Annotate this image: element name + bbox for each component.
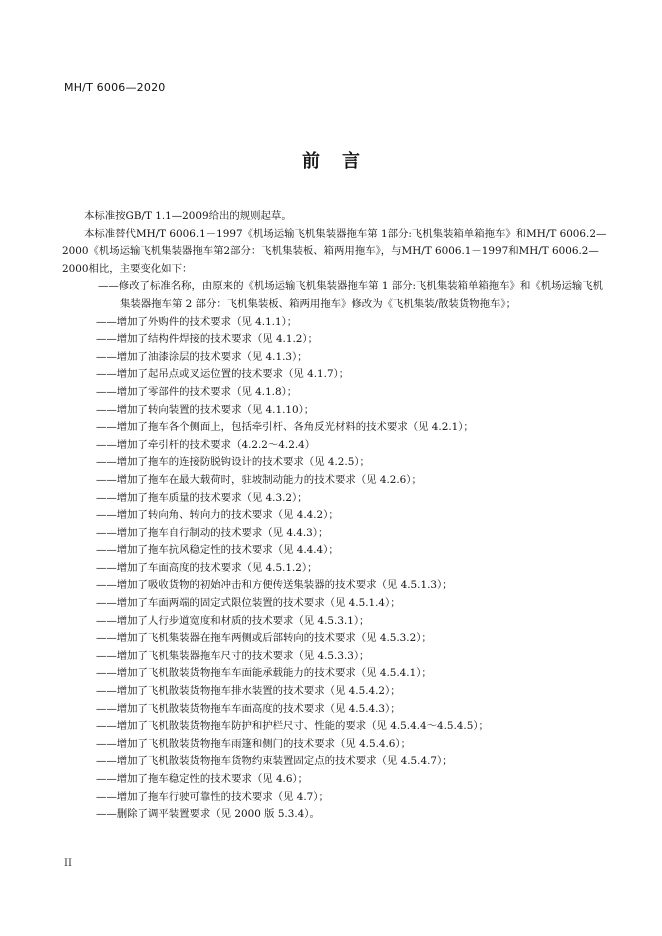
preface-body [62,208,610,824]
page-number: II [64,858,72,869]
change-list [62,314,610,824]
change-item-title: ——修改了标准名称，由原来的《机场运输飞机集装器拖车第 1 部分:飞机集装箱单箱拖车》和《机场运输飞机集装器拖车第 2 部分：飞机集装板、箱两用拖车》修改为《飞机集装/散装货物拖车》； [98,280,604,310]
change-item: ——增加了拖车稳定性的技术要求（见 4.6）； [96,773,309,785]
change-item: ——增加了外购件的技术要求（见 4.1.1）； [96,315,298,328]
change-item: ——增加了转向角、转向力的技术要求（见 4.4.2）； [96,509,339,522]
change-item: ——增加了飞机散装货物拖车车面能承载能力的技术要求（见 4.5.4.1）； [96,667,432,680]
intro-paragraph-1: 本标准按GB/T 1.1—2009给出的规则起草。 [84,210,292,222]
change-item: ——增加了零部件的技术要求（见 4.1.8）； [96,385,298,398]
change-item: ——增加了人行步道宽度和材质的技术要求（见 4.5.3.1）； [96,614,370,627]
change-item: ——增加了飞机散装货物拖车雨篷和侧门的技术要求（见 4.5.4.6）； [96,737,411,750]
change-item: ——增加了飞机集装器拖车尺寸的技术要求（见 4.5.3.3）； [96,649,370,662]
change-item: ——增加了拖车各个侧面上，包括牵引杆、各角反光材料的技术要求（见 4.2.1）； [96,421,474,434]
change-item: ——增加了转向装置的技术要求（见 4.1.10）； [96,403,315,416]
change-item: ——增加了拖车的连接防脱钩设计的技术要求（见 4.2.5）； [96,456,370,469]
change-item: ——增加了结构件焊接的技术要求（见 4.1.2）； [96,333,318,346]
change-item: ——增加了车面高度的技术要求（见 4.5.1.2）； [96,561,318,574]
change-item: ——增加了拖车质量的技术要求（见 4.3.2）； [96,491,308,504]
change-item: ——增加了飞机集装器在拖车两侧或后部转向的技术要求（见 4.5.3.2）； [96,632,432,645]
change-item: ——增加了起吊点或叉运位置的技术要求（见 4.1.7）； [96,368,350,381]
change-item: ——增加了飞机散装货物拖车车面高度的技术要求（见 4.5.4.3）； [96,702,401,715]
change-item: ——删除了调平装置要求（见 2000 版 5.3.4）。 [96,808,320,821]
change-item: ——增加了拖车自行制动的技术要求（见 4.4.3）； [96,526,329,539]
change-item: ——增加了吸收货物的初始冲击和方便传送集装器的技术要求（见 4.5.1.3）； [96,579,453,592]
change-item: ——增加了拖车行驶可靠性的技术要求（见 4.7）； [96,790,329,803]
change-item: ——增加了油漆涂层的技术要求（见 4.1.3）； [96,350,308,363]
page-title: 前言 [302,151,382,172]
change-item: ——增加了飞机散装货物拖车排水装置的技术要求（见 4.5.4.2）； [96,685,401,698]
change-item: ——增加了飞机散装货物拖车货物约束装置固定点的技术要求（见 4.5.4.7）； [96,755,453,768]
change-item: ——增加了拖车在最大载荷时，驻坡制动能力的技术要求（见 4.2.6）； [96,473,422,486]
change-item: ——增加了拖车抗风稳定性的技术要求（见 4.4.4）； [96,544,339,557]
change-item: ——增加了牵引杆的技术要求（4.2.2～4.2.4） [96,438,316,451]
document-code: MH/T 6006—2020 [64,81,166,94]
intro-paragraph-2: 本标准替代MH/T 6006.1－1997《机场运输飞机集装器拖车第 1部分:飞机集装箱单箱拖车》和MH/T 6006.2—2000《机场运输飞机集装器拖车第2部分：飞机集装板、箱两用拖车》，与MH/T 6006.1－1997和MH/T 6006.2—2000相比，主要变化如下： [62,227,607,275]
change-item: ——增加了飞机散装货物拖车防护和护栏尺寸、性能的要求（见 4.5.4.4～4.5.4.5）； [96,720,489,733]
change-item: ——增加了车面两端的固定式限位装置的技术要求（见 4.5.1.4）； [96,597,401,610]
